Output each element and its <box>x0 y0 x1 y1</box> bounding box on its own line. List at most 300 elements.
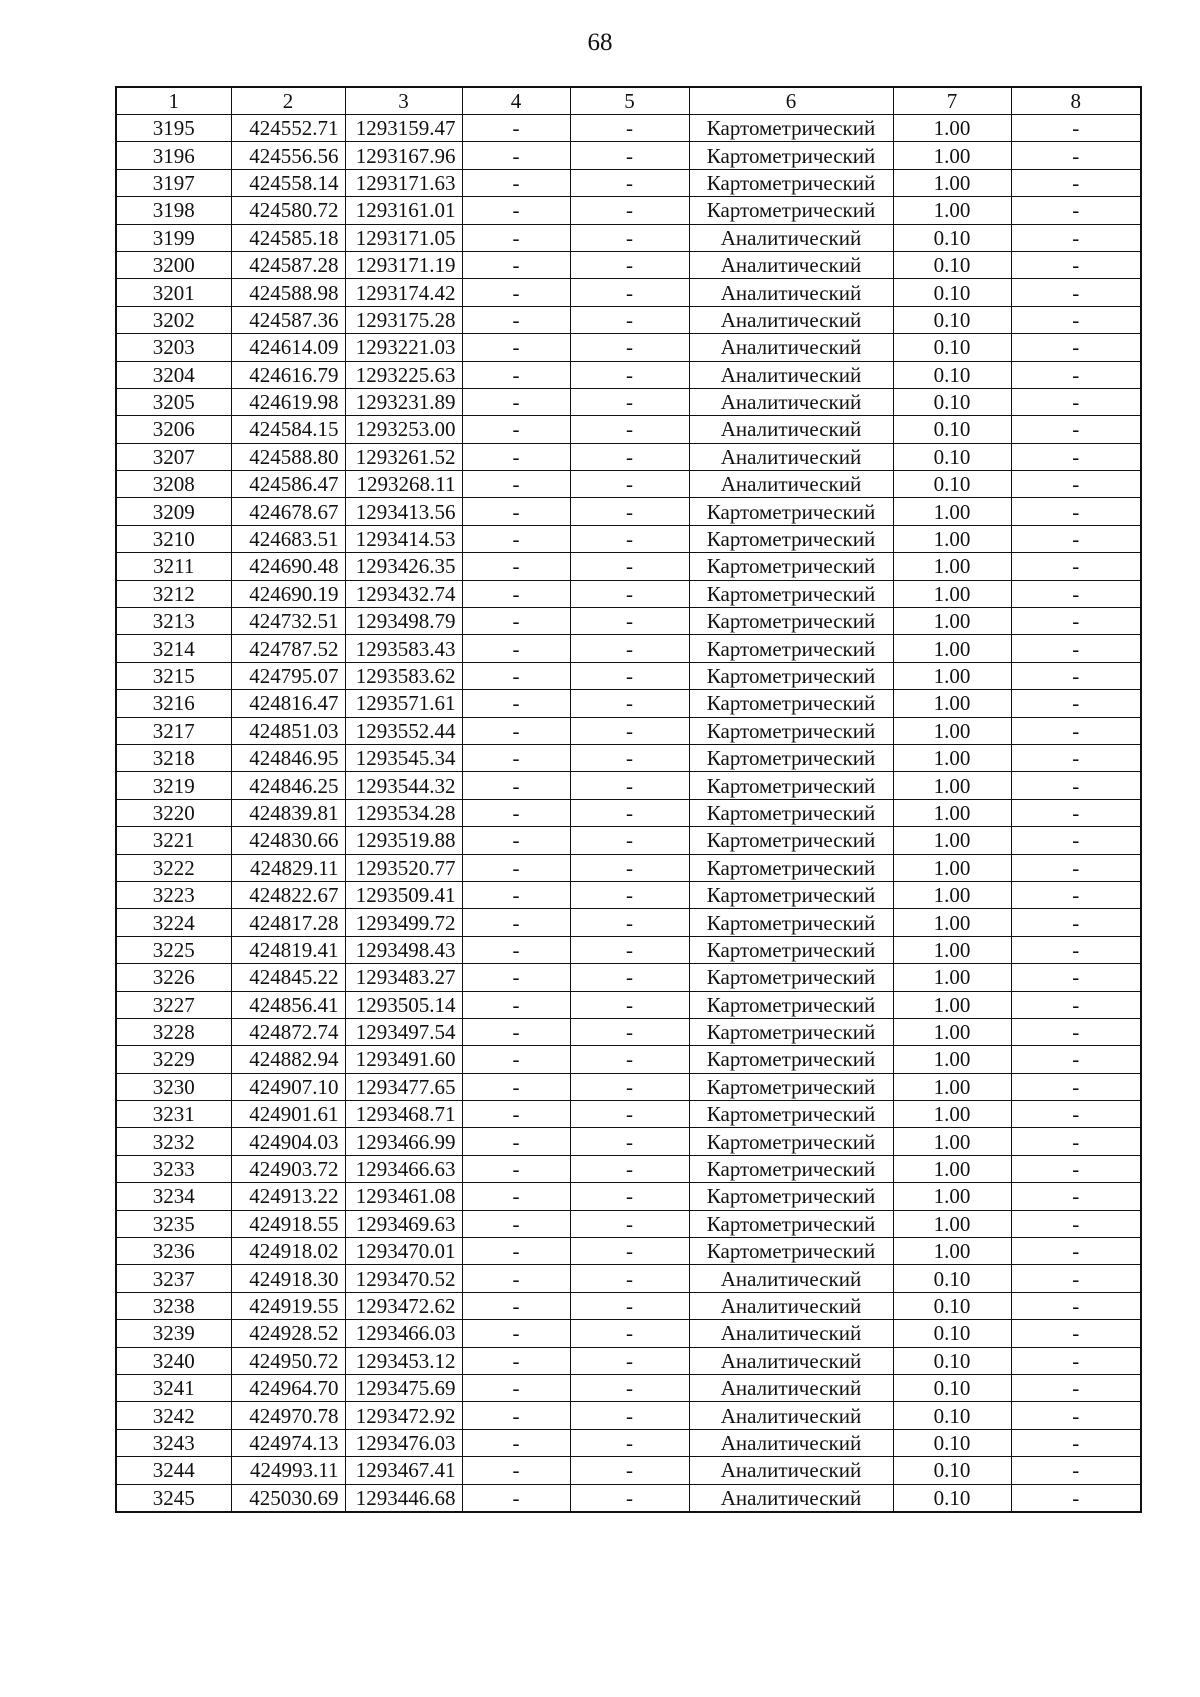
table-row <box>116 1347 1141 1374</box>
cell-y-coordinate: 1293552.44 <box>345 717 462 744</box>
cell-col-5: - <box>570 1484 689 1512</box>
cell-col-8: - <box>1011 827 1141 854</box>
table-row <box>116 251 1141 278</box>
cell-y-coordinate: 1293534.28 <box>345 799 462 826</box>
cell-col-8: - <box>1011 1155 1141 1182</box>
cell-accuracy: 1.00 <box>893 744 1011 771</box>
cell-col-4: - <box>462 306 570 333</box>
cell-col-4: - <box>462 744 570 771</box>
cell-col-8: - <box>1011 909 1141 936</box>
cell-col-8: - <box>1011 881 1141 908</box>
cell-y-coordinate: 1293432.74 <box>345 580 462 607</box>
cell-col-8: - <box>1011 498 1141 525</box>
table-row <box>116 1238 1141 1265</box>
cell-method: Аналитический <box>689 416 893 443</box>
table-row <box>116 279 1141 306</box>
cell-method: Картометрический <box>689 1046 893 1073</box>
table-row <box>116 1457 1141 1484</box>
cell-method: Аналитический <box>689 1429 893 1456</box>
cell-col-5: - <box>570 388 689 415</box>
cell-col-8: - <box>1011 279 1141 306</box>
cell-col-4: - <box>462 416 570 443</box>
cell-col-4: - <box>462 1402 570 1429</box>
cell-col-4: - <box>462 1457 570 1484</box>
table-row <box>116 909 1141 936</box>
cell-y-coordinate: 1293468.71 <box>345 1101 462 1128</box>
column-header-5: 5 <box>570 87 689 115</box>
cell-accuracy: 0.10 <box>893 388 1011 415</box>
cell-x-coordinate: 424690.48 <box>231 553 345 580</box>
column-header-7: 7 <box>893 87 1011 115</box>
cell-col-8: - <box>1011 1374 1141 1401</box>
table-row <box>116 1292 1141 1319</box>
cell-method: Картометрический <box>689 1073 893 1100</box>
column-header-6: 6 <box>689 87 893 115</box>
cell-x-coordinate: 424619.98 <box>231 388 345 415</box>
cell-point-number: 3213 <box>116 608 231 635</box>
cell-y-coordinate: 1293470.01 <box>345 1238 462 1265</box>
cell-point-number: 3233 <box>116 1155 231 1182</box>
cell-col-4: - <box>462 1347 570 1374</box>
cell-point-number: 3237 <box>116 1265 231 1292</box>
cell-col-5: - <box>570 361 689 388</box>
table-row <box>116 964 1141 991</box>
cell-col-8: - <box>1011 443 1141 470</box>
cell-col-5: - <box>570 799 689 826</box>
table-row <box>116 388 1141 415</box>
cell-x-coordinate: 424904.03 <box>231 1128 345 1155</box>
cell-col-8: - <box>1011 1265 1141 1292</box>
cell-method: Аналитический <box>689 361 893 388</box>
cell-col-8: - <box>1011 142 1141 169</box>
cell-y-coordinate: 1293477.65 <box>345 1073 462 1100</box>
table-row <box>116 580 1141 607</box>
cell-col-5: - <box>570 854 689 881</box>
cell-point-number: 3225 <box>116 936 231 963</box>
table-row <box>116 1484 1141 1512</box>
cell-col-5: - <box>570 662 689 689</box>
cell-col-4: - <box>462 251 570 278</box>
cell-col-8: - <box>1011 388 1141 415</box>
cell-x-coordinate: 424872.74 <box>231 1018 345 1045</box>
cell-col-8: - <box>1011 580 1141 607</box>
table-row <box>116 799 1141 826</box>
cell-y-coordinate: 1293469.63 <box>345 1210 462 1237</box>
cell-col-8: - <box>1011 416 1141 443</box>
table-row <box>116 1018 1141 1045</box>
cell-point-number: 3204 <box>116 361 231 388</box>
cell-method: Аналитический <box>689 388 893 415</box>
cell-point-number: 3214 <box>116 635 231 662</box>
cell-col-5: - <box>570 1320 689 1347</box>
cell-method: Аналитический <box>689 1402 893 1429</box>
table-row <box>116 361 1141 388</box>
table-row <box>116 881 1141 908</box>
cell-accuracy: 0.10 <box>893 1484 1011 1512</box>
cell-col-5: - <box>570 1402 689 1429</box>
table-row <box>116 224 1141 251</box>
cell-point-number: 3201 <box>116 279 231 306</box>
cell-x-coordinate: 424587.28 <box>231 251 345 278</box>
cell-point-number: 3244 <box>116 1457 231 1484</box>
cell-point-number: 3218 <box>116 744 231 771</box>
cell-col-4: - <box>462 361 570 388</box>
cell-col-4: - <box>462 334 570 361</box>
cell-method: Картометрический <box>689 964 893 991</box>
cell-col-5: - <box>570 1046 689 1073</box>
cell-col-4: - <box>462 1018 570 1045</box>
cell-point-number: 3217 <box>116 717 231 744</box>
table-row <box>116 197 1141 224</box>
cell-point-number: 3212 <box>116 580 231 607</box>
table-row <box>116 334 1141 361</box>
cell-accuracy: 0.10 <box>893 251 1011 278</box>
cell-x-coordinate: 424901.61 <box>231 1101 345 1128</box>
cell-method: Картометрический <box>689 553 893 580</box>
cell-method: Картометрический <box>689 1128 893 1155</box>
cell-col-5: - <box>570 416 689 443</box>
cell-accuracy: 1.00 <box>893 1046 1011 1073</box>
cell-x-coordinate: 424970.78 <box>231 1402 345 1429</box>
cell-method: Картометрический <box>689 197 893 224</box>
cell-col-5: - <box>570 1073 689 1100</box>
cell-col-8: - <box>1011 169 1141 196</box>
cell-col-4: - <box>462 881 570 908</box>
cell-point-number: 3231 <box>116 1101 231 1128</box>
cell-method: Картометрический <box>689 1018 893 1045</box>
cell-x-coordinate: 424903.72 <box>231 1155 345 1182</box>
cell-method: Картометрический <box>689 936 893 963</box>
cell-method: Аналитический <box>689 1374 893 1401</box>
cell-accuracy: 1.00 <box>893 115 1011 142</box>
cell-y-coordinate: 1293583.43 <box>345 635 462 662</box>
cell-accuracy: 1.00 <box>893 608 1011 635</box>
cell-col-5: - <box>570 1210 689 1237</box>
cell-accuracy: 1.00 <box>893 717 1011 744</box>
cell-method: Картометрический <box>689 498 893 525</box>
cell-col-4: - <box>462 1183 570 1210</box>
table-row <box>116 1046 1141 1073</box>
cell-point-number: 3242 <box>116 1402 231 1429</box>
cell-y-coordinate: 1293253.00 <box>345 416 462 443</box>
cell-col-4: - <box>462 142 570 169</box>
cell-point-number: 3238 <box>116 1292 231 1319</box>
cell-y-coordinate: 1293466.63 <box>345 1155 462 1182</box>
cell-col-8: - <box>1011 1484 1141 1512</box>
cell-col-5: - <box>570 306 689 333</box>
cell-y-coordinate: 1293413.56 <box>345 498 462 525</box>
cell-y-coordinate: 1293453.12 <box>345 1347 462 1374</box>
cell-col-4: - <box>462 224 570 251</box>
column-header-4: 4 <box>462 87 570 115</box>
cell-x-coordinate: 424580.72 <box>231 197 345 224</box>
table-row <box>116 1210 1141 1237</box>
cell-col-5: - <box>570 115 689 142</box>
cell-point-number: 3207 <box>116 443 231 470</box>
cell-x-coordinate: 424678.67 <box>231 498 345 525</box>
cell-x-coordinate: 424816.47 <box>231 690 345 717</box>
cell-col-5: - <box>570 1457 689 1484</box>
cell-y-coordinate: 1293519.88 <box>345 827 462 854</box>
cell-method: Аналитический <box>689 1265 893 1292</box>
cell-y-coordinate: 1293414.53 <box>345 525 462 552</box>
cell-col-8: - <box>1011 1046 1141 1073</box>
cell-accuracy: 1.00 <box>893 1210 1011 1237</box>
cell-point-number: 3223 <box>116 881 231 908</box>
cell-col-5: - <box>570 909 689 936</box>
cell-point-number: 3239 <box>116 1320 231 1347</box>
cell-method: Аналитический <box>689 1457 893 1484</box>
cell-col-8: - <box>1011 799 1141 826</box>
cell-col-5: - <box>570 142 689 169</box>
cell-col-5: - <box>570 334 689 361</box>
cell-point-number: 3241 <box>116 1374 231 1401</box>
cell-point-number: 3228 <box>116 1018 231 1045</box>
cell-point-number: 3245 <box>116 1484 231 1512</box>
cell-method: Аналитический <box>689 224 893 251</box>
table-row <box>116 662 1141 689</box>
cell-point-number: 3211 <box>116 553 231 580</box>
cell-point-number: 3234 <box>116 1183 231 1210</box>
table-row <box>116 717 1141 744</box>
cell-y-coordinate: 1293467.41 <box>345 1457 462 1484</box>
cell-method: Аналитический <box>689 306 893 333</box>
cell-col-4: - <box>462 169 570 196</box>
cell-accuracy: 1.00 <box>893 662 1011 689</box>
cell-method: Картометрический <box>689 690 893 717</box>
cell-col-5: - <box>570 1183 689 1210</box>
cell-method: Аналитический <box>689 1320 893 1347</box>
cell-col-8: - <box>1011 1128 1141 1155</box>
cell-col-4: - <box>462 1265 570 1292</box>
cell-col-5: - <box>570 224 689 251</box>
cell-method: Аналитический <box>689 251 893 278</box>
cell-col-5: - <box>570 1238 689 1265</box>
cell-x-coordinate: 424819.41 <box>231 936 345 963</box>
cell-x-coordinate: 424913.22 <box>231 1183 345 1210</box>
cell-col-5: - <box>570 827 689 854</box>
cell-y-coordinate: 1293497.54 <box>345 1018 462 1045</box>
cell-col-4: - <box>462 1210 570 1237</box>
cell-accuracy: 0.10 <box>893 1457 1011 1484</box>
cell-col-5: - <box>570 1265 689 1292</box>
cell-col-5: - <box>570 580 689 607</box>
cell-method: Картометрический <box>689 662 893 689</box>
cell-y-coordinate: 1293159.47 <box>345 115 462 142</box>
cell-accuracy: 1.00 <box>893 1128 1011 1155</box>
cell-col-8: - <box>1011 1429 1141 1456</box>
cell-col-4: - <box>462 827 570 854</box>
cell-accuracy: 1.00 <box>893 1155 1011 1182</box>
cell-y-coordinate: 1293475.69 <box>345 1374 462 1401</box>
cell-accuracy: 1.00 <box>893 498 1011 525</box>
cell-col-8: - <box>1011 854 1141 881</box>
cell-col-5: - <box>570 1374 689 1401</box>
cell-col-8: - <box>1011 744 1141 771</box>
cell-x-coordinate: 424918.02 <box>231 1238 345 1265</box>
cell-accuracy: 1.00 <box>893 991 1011 1018</box>
cell-x-coordinate: 424964.70 <box>231 1374 345 1401</box>
table-header-row <box>116 87 1141 115</box>
cell-method: Картометрический <box>689 115 893 142</box>
cell-accuracy: 0.10 <box>893 334 1011 361</box>
table-row <box>116 608 1141 635</box>
cell-y-coordinate: 1293520.77 <box>345 854 462 881</box>
cell-x-coordinate: 424585.18 <box>231 224 345 251</box>
cell-method: Аналитический <box>689 471 893 498</box>
cell-x-coordinate: 424974.13 <box>231 1429 345 1456</box>
cell-y-coordinate: 1293491.60 <box>345 1046 462 1073</box>
cell-col-4: - <box>462 608 570 635</box>
cell-point-number: 3196 <box>116 142 231 169</box>
table-body <box>116 115 1141 1512</box>
table-row <box>116 1073 1141 1100</box>
cell-col-8: - <box>1011 1101 1141 1128</box>
cell-y-coordinate: 1293161.01 <box>345 197 462 224</box>
cell-method: Картометрический <box>689 580 893 607</box>
table-row <box>116 1155 1141 1182</box>
cell-col-4: - <box>462 772 570 799</box>
cell-col-4: - <box>462 1155 570 1182</box>
cell-col-4: - <box>462 799 570 826</box>
cell-x-coordinate: 424732.51 <box>231 608 345 635</box>
table-row <box>116 1402 1141 1429</box>
cell-method: Картометрический <box>689 744 893 771</box>
cell-method: Картометрический <box>689 772 893 799</box>
cell-accuracy: 1.00 <box>893 964 1011 991</box>
cell-accuracy: 0.10 <box>893 1320 1011 1347</box>
page-number: 68 <box>587 29 613 56</box>
cell-x-coordinate: 424846.25 <box>231 772 345 799</box>
cell-point-number: 3199 <box>116 224 231 251</box>
cell-col-5: - <box>570 936 689 963</box>
cell-col-4: - <box>462 1101 570 1128</box>
cell-method: Картометрический <box>689 525 893 552</box>
table-row <box>116 854 1141 881</box>
cell-point-number: 3215 <box>116 662 231 689</box>
cell-col-4: - <box>462 1073 570 1100</box>
cell-method: Картометрический <box>689 827 893 854</box>
cell-point-number: 3240 <box>116 1347 231 1374</box>
cell-accuracy: 0.10 <box>893 1374 1011 1401</box>
cell-col-8: - <box>1011 936 1141 963</box>
cell-point-number: 3243 <box>116 1429 231 1456</box>
table-row <box>116 827 1141 854</box>
cell-col-4: - <box>462 279 570 306</box>
cell-col-4: - <box>462 498 570 525</box>
cell-col-5: - <box>570 1101 689 1128</box>
cell-x-coordinate: 424558.14 <box>231 169 345 196</box>
cell-accuracy: 1.00 <box>893 142 1011 169</box>
cell-x-coordinate: 424556.56 <box>231 142 345 169</box>
cell-y-coordinate: 1293174.42 <box>345 279 462 306</box>
cell-col-4: - <box>462 717 570 744</box>
cell-accuracy: 1.00 <box>893 580 1011 607</box>
cell-col-5: - <box>570 197 689 224</box>
cell-y-coordinate: 1293472.62 <box>345 1292 462 1319</box>
table-row <box>116 690 1141 717</box>
cell-col-4: - <box>462 1484 570 1512</box>
table-row <box>116 1429 1141 1456</box>
cell-col-8: - <box>1011 1018 1141 1045</box>
cell-accuracy: 1.00 <box>893 854 1011 881</box>
cell-accuracy: 0.10 <box>893 306 1011 333</box>
cell-y-coordinate: 1293466.03 <box>345 1320 462 1347</box>
cell-col-5: - <box>570 498 689 525</box>
cell-y-coordinate: 1293470.52 <box>345 1265 462 1292</box>
cell-col-4: - <box>462 443 570 470</box>
table-row <box>116 1320 1141 1347</box>
cell-point-number: 3232 <box>116 1128 231 1155</box>
cell-x-coordinate: 424787.52 <box>231 635 345 662</box>
cell-y-coordinate: 1293171.19 <box>345 251 462 278</box>
table-row <box>116 1374 1141 1401</box>
cell-method: Картометрический <box>689 1155 893 1182</box>
cell-col-8: - <box>1011 717 1141 744</box>
cell-accuracy: 1.00 <box>893 169 1011 196</box>
cell-col-4: - <box>462 525 570 552</box>
cell-accuracy: 0.10 <box>893 1429 1011 1456</box>
cell-x-coordinate: 424918.30 <box>231 1265 345 1292</box>
cell-method: Аналитический <box>689 1484 893 1512</box>
coordinates-table <box>115 86 1142 1513</box>
cell-accuracy: 0.10 <box>893 1265 1011 1292</box>
cell-col-8: - <box>1011 964 1141 991</box>
cell-x-coordinate: 424882.94 <box>231 1046 345 1073</box>
cell-y-coordinate: 1293175.28 <box>345 306 462 333</box>
cell-x-coordinate: 424846.95 <box>231 744 345 771</box>
cell-accuracy: 1.00 <box>893 881 1011 908</box>
cell-point-number: 3200 <box>116 251 231 278</box>
cell-col-8: - <box>1011 471 1141 498</box>
cell-y-coordinate: 1293221.03 <box>345 334 462 361</box>
cell-method: Картометрический <box>689 1101 893 1128</box>
cell-col-5: - <box>570 881 689 908</box>
cell-method: Картометрический <box>689 1183 893 1210</box>
cell-col-8: - <box>1011 525 1141 552</box>
table-row <box>116 553 1141 580</box>
cell-x-coordinate: 424587.36 <box>231 306 345 333</box>
cell-accuracy: 1.00 <box>893 635 1011 662</box>
cell-x-coordinate: 424839.81 <box>231 799 345 826</box>
cell-col-4: - <box>462 115 570 142</box>
cell-col-4: - <box>462 635 570 662</box>
cell-x-coordinate: 424845.22 <box>231 964 345 991</box>
cell-y-coordinate: 1293426.35 <box>345 553 462 580</box>
cell-accuracy: 1.00 <box>893 553 1011 580</box>
cell-point-number: 3197 <box>116 169 231 196</box>
cell-x-coordinate: 424588.98 <box>231 279 345 306</box>
cell-col-5: - <box>570 1155 689 1182</box>
cell-y-coordinate: 1293461.08 <box>345 1183 462 1210</box>
table-row <box>116 1101 1141 1128</box>
table-row <box>116 1265 1141 1292</box>
cell-col-5: - <box>570 744 689 771</box>
cell-col-5: - <box>570 443 689 470</box>
cell-method: Картометрический <box>689 909 893 936</box>
cell-col-5: - <box>570 553 689 580</box>
cell-point-number: 3220 <box>116 799 231 826</box>
cell-col-8: - <box>1011 1183 1141 1210</box>
cell-x-coordinate: 424856.41 <box>231 991 345 1018</box>
cell-accuracy: 0.10 <box>893 1402 1011 1429</box>
cell-col-8: - <box>1011 635 1141 662</box>
cell-point-number: 3230 <box>116 1073 231 1100</box>
cell-point-number: 3221 <box>116 827 231 854</box>
cell-x-coordinate: 424822.67 <box>231 881 345 908</box>
table-row <box>116 471 1141 498</box>
cell-col-8: - <box>1011 334 1141 361</box>
